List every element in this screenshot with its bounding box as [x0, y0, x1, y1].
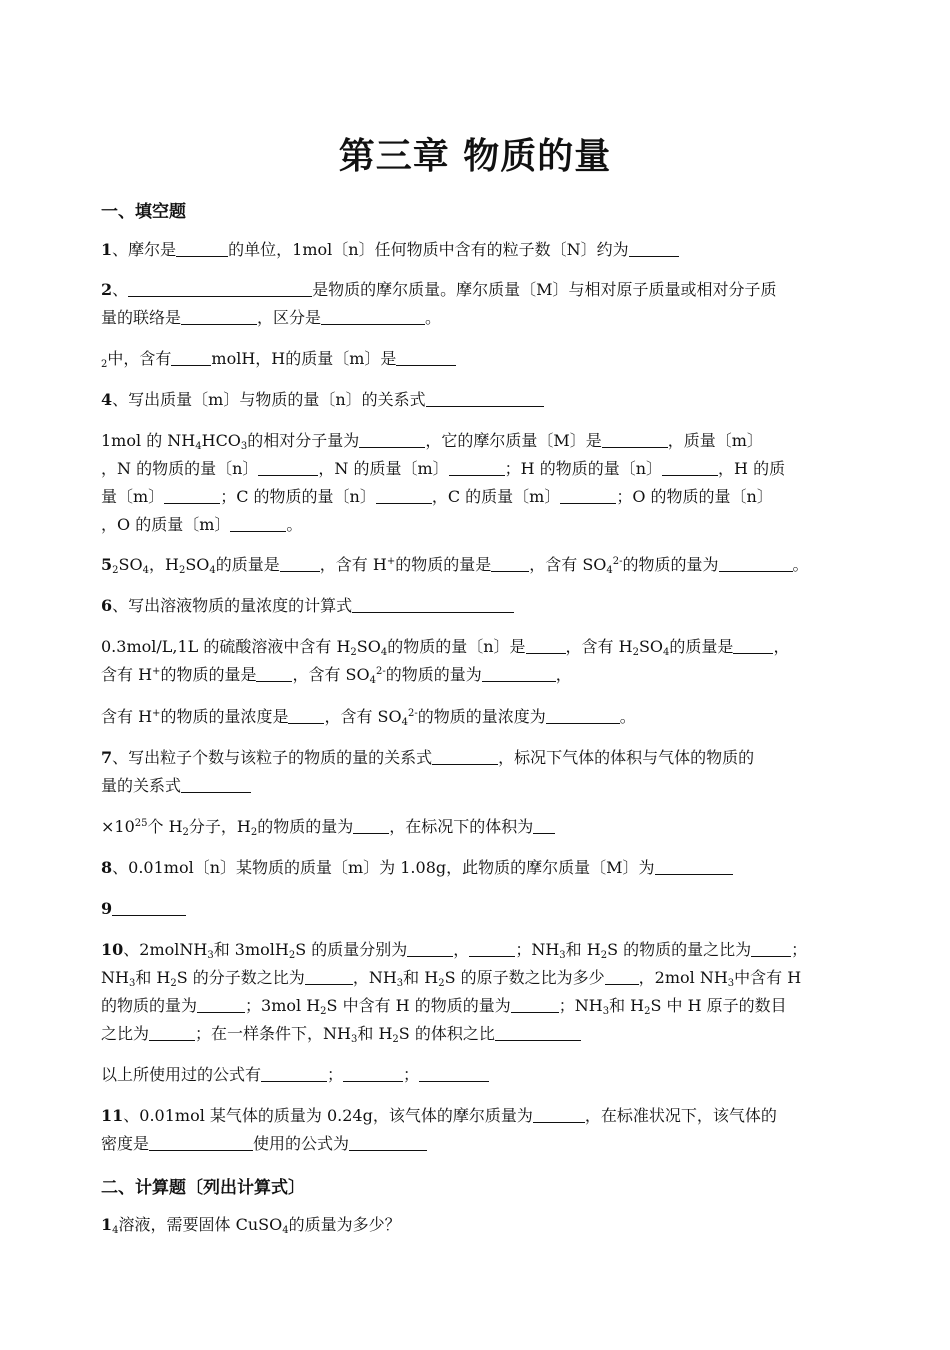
answer-blank[interactable]	[376, 485, 432, 504]
question-10: 10、2molNH$_3$和 3molH$_2$S 的质量分别为 ， ；$NH_3$和 $H_2S$ 的物质的量之比为 ； $NH_3$和 $H_2S$ 的分子数之比为 ，$NH_3$和 $H_2S$ 的原子数之比为多少 ，2mol $NH_3$中含有 H 的物质的量为 ；3mol $H_2S$ 中含有 H 的物质的量为 ；$NH_3$和 $H_2S$ 中 H 原子的数目 之比为 ；在一样条件下，$NH_3$和 $H_2S$ 的体积之比	[101, 940, 808, 1045]
section-heading-fill-blank: 一、填空题	[101, 202, 186, 222]
answer-blank[interactable]	[605, 966, 639, 985]
answer-blank[interactable]	[662, 457, 718, 476]
answer-blank[interactable]	[149, 1132, 253, 1151]
answer-blank[interactable]	[230, 513, 286, 532]
answer-blank[interactable]	[719, 553, 793, 572]
answer-blank[interactable]	[629, 238, 679, 257]
answer-blank[interactable]	[343, 1063, 403, 1082]
question-2: 2、 是物质的摩尔质量。摩尔质量〔M〕与相对原子质量或相对分子质 量的联络是 ，区分是 。	[101, 280, 777, 327]
answer-blank[interactable]	[396, 347, 456, 366]
answer-blank[interactable]	[352, 594, 514, 613]
question-3: $_2$中，含有 molH，H的质量〔m〕是	[101, 345, 851, 373]
answer-blank[interactable]	[353, 815, 389, 834]
question-7: 7、写出粒子个数与该粒子的物质的量的关系式 ，标况下气体的体积与气体的物质的 量的关系式	[101, 748, 755, 795]
answer-blank[interactable]	[149, 1022, 195, 1041]
answer-blank[interactable]	[128, 278, 312, 297]
question-4-nh4hco3: 1mol 的 $NH_4HCO_3$的相对分子量为 ，它的摩尔质量〔M〕是 ，质量〔m〕 ，N 的物质的量〔n〕 ，N 的质量〔m〕 ；H 的物质的量〔n〕 ，H 的质 量〔m〕 ；C 的物质的量〔n〕 ，C 的质量〔m〕 ；O 的物质的量〔n〕 ，O 的质量〔m〕 。	[101, 431, 786, 534]
question-1: 1、摩尔是 的单位，1mol〔n〕任何物质中含有的粒子数〔N〕约为	[101, 236, 851, 264]
answer-blank[interactable]	[407, 938, 453, 957]
answer-blank[interactable]	[526, 635, 566, 654]
answer-blank[interactable]	[426, 388, 544, 407]
answer-blank[interactable]	[449, 457, 505, 476]
answer-blank[interactable]	[482, 663, 556, 682]
question-6-sulfuric-acid: 0.3mol/L,1L 的硫酸溶液中含有 $H_2SO_4$的物质的量〔n〕是 ，含有 $H_2SO_4$的质量是 ， 含有 H+的物质的量是 ，含有 $SO_4^{2-}$的物质的量为 ，	[101, 637, 790, 686]
question-4: 4、写出质量〔m〕与物质的量〔n〕的关系式	[101, 386, 851, 414]
answer-blank[interactable]	[164, 485, 220, 504]
answer-blank[interactable]	[359, 429, 425, 448]
answer-blank[interactable]	[495, 1022, 581, 1041]
answer-blank[interactable]	[176, 238, 228, 257]
answer-blank[interactable]	[733, 635, 773, 654]
formulas-used: 以上所使用过的公式有 ； ；	[101, 1061, 851, 1089]
answer-blank[interactable]	[256, 663, 292, 682]
answer-blank[interactable]	[533, 1104, 585, 1123]
section-heading-calculation: 二、计算题〔列出计算式〕	[101, 1178, 305, 1198]
answer-blank[interactable]	[751, 938, 791, 957]
question-11: 11、0.01mol 某气体的质量为 0.24g，该气体的摩尔质量为 ，在标准状况下，该气体的 密度是 使用的公式为	[101, 1106, 777, 1153]
question-5: $5_2SO_4$，$H_2SO_4$的质量是 ，含有 H+的物质的量是 ，含有 $SO_4^{2-}$的物质的量为 。	[101, 555, 809, 576]
answer-blank[interactable]	[602, 429, 668, 448]
answer-blank[interactable]	[261, 1063, 327, 1082]
answer-blank[interactable]	[321, 306, 425, 325]
answer-blank[interactable]	[288, 705, 324, 724]
answer-blank[interactable]	[546, 705, 620, 724]
answer-blank[interactable]	[560, 485, 616, 504]
calc-question-1: $1_4$溶液，需要固体 CuSO$_4$的质量为多少？	[101, 1215, 401, 1236]
answer-blank[interactable]	[171, 347, 211, 366]
answer-blank[interactable]	[197, 994, 245, 1013]
answer-blank[interactable]	[491, 553, 529, 572]
question-9: 9	[101, 895, 851, 923]
answer-blank[interactable]	[655, 856, 733, 875]
answer-blank[interactable]	[280, 553, 320, 572]
answer-blank[interactable]	[112, 897, 186, 916]
answer-blank[interactable]	[349, 1132, 427, 1151]
answer-blank[interactable]	[533, 815, 555, 834]
answer-blank[interactable]	[469, 938, 515, 957]
answer-blank[interactable]	[432, 746, 498, 765]
page-title: 第三章 物质的量	[338, 136, 612, 177]
answer-blank[interactable]	[511, 994, 559, 1013]
question-6-concentration: 含有 H+的物质的量浓度是 ，含有 $SO_4^{2-}$的物质的量浓度为 。	[101, 707, 636, 728]
answer-blank[interactable]	[181, 774, 251, 793]
question-6: 6、写出溶液物质的量浓度的计算式	[101, 592, 851, 620]
answer-blank[interactable]	[258, 457, 318, 476]
answer-blank[interactable]	[419, 1063, 489, 1082]
question-8: 8、0.01mol〔n〕某物质的质量〔m〕为 1.08g，此物质的摩尔质量〔M〕为	[101, 854, 851, 882]
answer-blank[interactable]	[305, 966, 353, 985]
answer-blank[interactable]	[181, 306, 257, 325]
question-7-hydrogen: $\times 10^{25}$个 $H_2$分子，$H_2$的物质的量为 ，在标况下的体积为	[101, 813, 851, 841]
